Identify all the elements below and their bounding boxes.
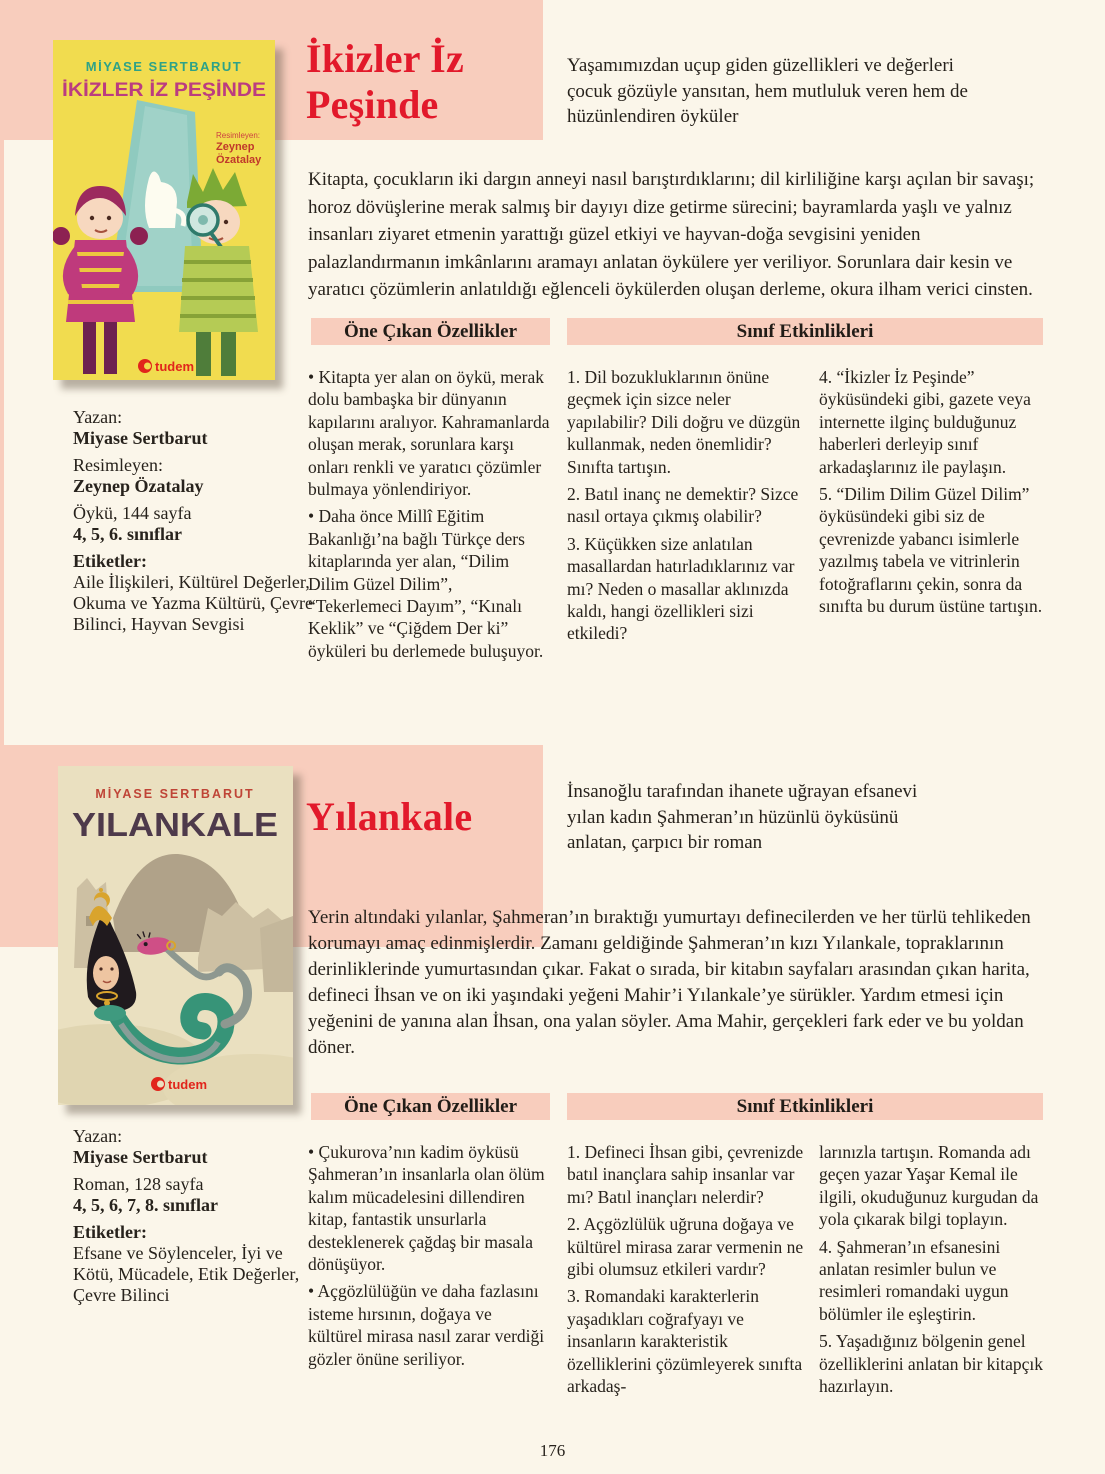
cover2-author: MİYASE SERTBARUT	[95, 787, 255, 801]
format-info: Öykü, 144 sayfa	[73, 503, 192, 523]
book2-activities-col2	[819, 1141, 1049, 1402]
activity-item: 3. Romandaki karakterlerin yaşadıkları coğrafyayı ve insanların karakteristik özelliklerini çözümleyerek sınıfta arkadaş-	[567, 1286, 803, 1397]
activity-item: 5. Yaşadığınız bölgenin genel özelliklerini anlatan bir kitapçık hazırlayın.	[819, 1331, 1044, 1397]
tags-list: Aile İlişkileri, Kültürel Değerler, Okuma ve Yazma Kültürü, Çevre Bilinci, Hayvan Sevgisi	[73, 572, 313, 634]
activity-item: 4. “İkizler İz Peşinde” öyküsündeki gibi, gazete veya internette ilginç bulduğunuz haberleri derleyip sınıf arkadaşlarınız ile paylaşın.	[819, 367, 1031, 477]
cover1-illustrator-first: Zeynep	[216, 141, 255, 153]
book2-description: Yerin altındaki yılanlar, Şahmeran’ın bıraktığı yumurtayı definecilerden ve her türlü tehlikeden korumayı amaç edinmişlerdir. Zamanı geldiğinde Şahmeran’ın kızı Yılankale, topraklarının derinliklerinde yumurtasından çıkar. Fakat o sırada, bir kitabın sayfaları arasından çıkan harita, defineci İhsan ve on iki yaşındaki yeğeni Mahir’i Yılankale’ye sürükler. Yardım etmesi için yeğenini de yanına alan İhsan, ona yalan söyler. Ama Mahir, gerçekleri fark eder ve bu yoldan döner.	[308, 907, 1031, 1058]
format-info: Roman, 128 sayfa	[73, 1174, 204, 1194]
book1-features-list	[308, 366, 550, 667]
publisher-logo	[138, 359, 194, 374]
book1-activities-col1	[567, 366, 807, 650]
feature-item: • Daha önce Millî Eğitim Bakanlığı’na bağlı Türkçe ders kitaplarında yer alan, “Dilim Dilim Güzel Dilim”, “Tekerlemeci Dayım”, “Kınalı Keklik” ve “Çiğdem Der ki” öyküleri bu derlemede buluşuyor.	[308, 505, 550, 662]
book-cover-yilankale	[58, 766, 293, 1105]
svg-text:tudem: tudem	[168, 1077, 207, 1092]
activity-item: 1. Defineci İhsan gibi, çevrenizde batıl inançlara sahip insanlar var mı? Batıl inançları nelerdir?	[567, 1142, 804, 1207]
illustrator-label: Resimleyen:	[73, 455, 163, 475]
author-name: Miyase Sertbarut	[73, 428, 208, 448]
book1-title: İkizler İz Peşinde	[306, 36, 464, 127]
feature-item: • Açgözlülüğün ve daha fazlasını isteme hırsının, doğaya ve kültürel mirasa nasıl zarar verdiği gözler önüne seriliyor.	[308, 1280, 550, 1370]
author-label: Yazan:	[73, 407, 123, 427]
cover1-author: MİYASE SERTBARUT	[85, 59, 243, 74]
svg-text:tudem: tudem	[155, 359, 194, 374]
book2-features-header: Öne Çıkan Özellikler	[311, 1093, 550, 1120]
book2-activities-header: Sınıf Etkinlikleri	[567, 1093, 1043, 1120]
book1-info	[73, 407, 313, 641]
book1-activities-header: Sınıf Etkinlikleri	[567, 318, 1043, 345]
activity-item: 3. Küçükken size anlatılan masallardan hatırladıklarınız var mı? Neden o masallar aklınızda kaldı, hangi özellikleri sizi etkiledi?	[567, 533, 795, 644]
book1-subtitle: Yaşamımızdan uçup giden güzellikleri ve değerleri çocuk gözüyle yansıtan, hem mutluluk veren hem de hüzünlendiren öyküler	[567, 55, 968, 127]
left-edge-accent	[0, 140, 4, 745]
book2-title: Yılankale	[306, 794, 473, 839]
author-name: Miyase Sertbarut	[73, 1147, 208, 1167]
author-label: Yazan:	[73, 1126, 123, 1146]
tags-label: Etiketler:	[73, 1222, 147, 1242]
activity-item: 5. “Dilim Dilim Güzel Dilim” öyküsündeki gibi siz de çevrenizde yabancı isimlerle yazılmış tabela ve vitrinlerin fotoğraflarını çekin, sonra da sınıfta bu durum üstüne tartışın.	[819, 484, 1043, 617]
book1-features-header: Öne Çıkan Özellikler	[311, 318, 550, 345]
activity-item: 4. Şahmeran’ın efsanesini anlatan resimler bulun ve resimleri romandaki uygun bölümler ile eşleştirin.	[819, 1236, 1009, 1324]
activity-item: larınızla tartışın. Romanda adı geçen yazar Yaşar Kemal ile ilgili, okuduğunuz kurgudan da yola çıkarak bilgi toplayın.	[819, 1142, 1039, 1230]
book2-info	[73, 1126, 313, 1312]
publisher-logo	[151, 1077, 207, 1092]
feature-item: • Çukurova’nın kadim öyküsü Şahmeran’ın insanlarla olan ölüm kalım mücadelesini dillendiren kitap, fantastik unsurlarla desteklenerek çağdaş bir masala dönüşüyor.	[308, 1141, 550, 1275]
tags-label: Etiketler:	[73, 551, 147, 571]
book2-activities-col1	[567, 1141, 807, 1402]
book1-activities-col2	[819, 366, 1049, 622]
activity-item: 2. Batıl inanç ne demektir? Sizce nasıl ortaya çıkmış olabilir?	[567, 484, 799, 527]
illustrator-name: Zeynep Özatalay	[73, 476, 204, 496]
cover1-title: İKİZLER İZ PEŞİNDE	[62, 80, 266, 101]
book2-features-list	[308, 1141, 550, 1375]
cover1-illustrator-credit: Resimleyen:	[216, 131, 261, 140]
grade-levels: 4, 5, 6, 7, 8. sınıflar	[73, 1195, 219, 1215]
cover2-title: YILANKALE	[72, 806, 278, 843]
feature-item: • Kitapta yer alan on öykü, merak dolu bambaşka bir dünyanın kapılarını aralıyor. Kahramanlarda oluşan merak, sorunlara karşı onları renkli ve yaratıcı çözümler bulmaya yönlendiriyor.	[308, 366, 550, 500]
activity-item: 1. Dil bozukluklarının önüne geçmek için sizce neler yapılabilir? Dili doğru ve düzgün kullanmak, neden önemlidir? Sınıfta tartışın.	[567, 367, 801, 477]
tags-list: Efsane ve Söylenceler, İyi ve Kötü, Mücadele, Etik Değerler, Çevre Bilinci	[73, 1243, 300, 1305]
cover1-illustrator-last: Özatalay	[216, 154, 262, 166]
grade-levels: 4, 5, 6. sınıflar	[73, 524, 183, 544]
book-cover-ikizler-iz-pesinde	[53, 40, 275, 380]
activity-item: 2. Açgözlülük uğruna doğaya ve kültürel mirasa zarar vermenin ne gibi olumsuz etkileri vardır?	[567, 1214, 804, 1280]
book1-description: Kitapta, çocukların iki dargın anneyi nasıl barıştırdıklarını; dil kirliliğine karşı açılan bir savaşı; horoz dövüşlerine merak salmış bir dayıyı dize getirme sürecini; bayramlarda yaşlı ve yalnız insanları ziyaret etmenin yarattığı güzel etkiyi ve hayvan-doğa sevgisini yeniden palazlandırmanın imkânlarını aramayı anlatan öykülere yer veriliyor. Sorunlara dair kesin ve yaratıcı çözümlerin anlatıldığı eğlenceli öykülerden oluşan derleme, okura ilham verici cinsten.	[308, 169, 1035, 300]
book2-subtitle: İnsanoğlu tarafından ihanete uğrayan efsanevi yılan kadın Şahmeran’ın hüzünlü öyküsünü anlatan, çarpıcı bir roman	[567, 781, 918, 853]
page-number: 176	[539, 1441, 566, 1460]
